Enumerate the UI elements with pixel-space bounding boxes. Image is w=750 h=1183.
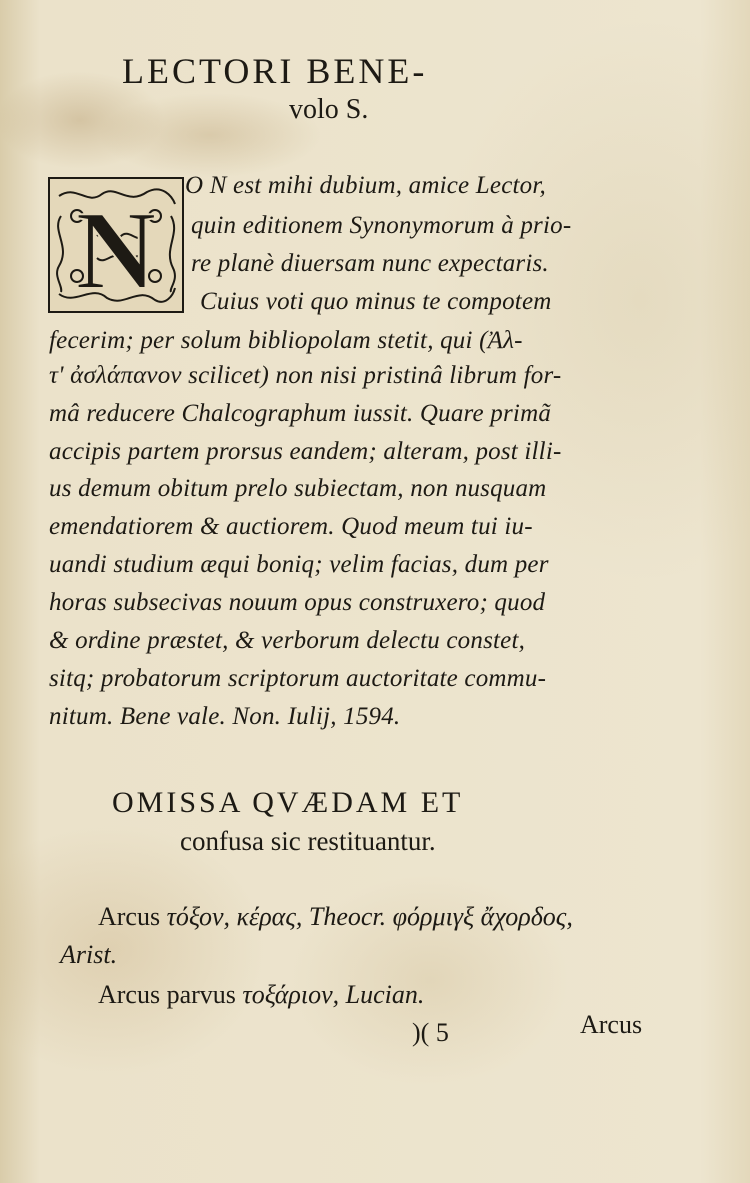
body-line: uandi studium æqui boniq; velim facias, dum per <box>49 551 549 578</box>
entry-lemma: Arcus parvus <box>98 980 236 1009</box>
body-line: horas subsecivas nouum opus construxero; quod <box>49 589 546 616</box>
entry-arcus-parvus <box>98 980 424 1010</box>
signature-mark: )( 5 <box>412 1018 449 1047</box>
body-line: mâ reducere Chalcographum iussit. Quare primã <box>49 400 552 427</box>
entry-text: Arist. <box>60 940 118 969</box>
body-line: Cuius voti quo minus te compotem <box>200 288 552 315</box>
decorated-initial <box>47 176 185 314</box>
page-subtitle: volo S. <box>289 94 369 125</box>
entry-text: τοξάριον, Lucian. <box>242 980 425 1009</box>
entry-arcus-continuation <box>60 940 117 970</box>
svg-text:N: N <box>75 189 157 313</box>
body-line: emendatiorem & auctiorem. Quod meum tui iu- <box>49 513 533 540</box>
body-line: re planè diuersam nunc expectaris. <box>191 250 549 277</box>
show-through <box>470 70 476 96</box>
body-line: quin editionem Synonymorum à prio- <box>191 212 572 239</box>
body-line: τ' ἀσλάπανον scilicet) non nisi pristinâ librum for- <box>49 362 562 389</box>
catchword: Arcus <box>580 1010 643 1039</box>
body-line: sitq; probatorum scriptorum auctoritate commu- <box>49 665 547 692</box>
body-line: & ordine præstet, & verborum delectu constet, <box>49 627 526 654</box>
body-line: us demum obitum prelo subiectam, non nusquam <box>49 475 547 502</box>
entry-text: τόξον, κέρας, Theocr. φόρμιγξ ἄχορδος, <box>166 902 573 931</box>
page-title: LECTORI BENE- <box>122 51 428 91</box>
entry-arcus <box>98 902 573 932</box>
body-line: nitum. Bene vale. Non. Iulij, 1594. <box>49 703 401 730</box>
body-line: fecerim; per solum bibliopolam stetit, qui (Ἀλ- <box>49 327 523 354</box>
body-line: accipis partem prorsus eandem; alteram, post illi- <box>49 438 562 465</box>
section-subheading: confusa sic restituantur. <box>180 826 436 856</box>
body-line: O N est mihi dubium, amice Lector, <box>185 172 546 199</box>
section-heading: OMISSA QVÆDAM ET <box>112 786 464 819</box>
entry-lemma: Arcus <box>98 902 161 931</box>
